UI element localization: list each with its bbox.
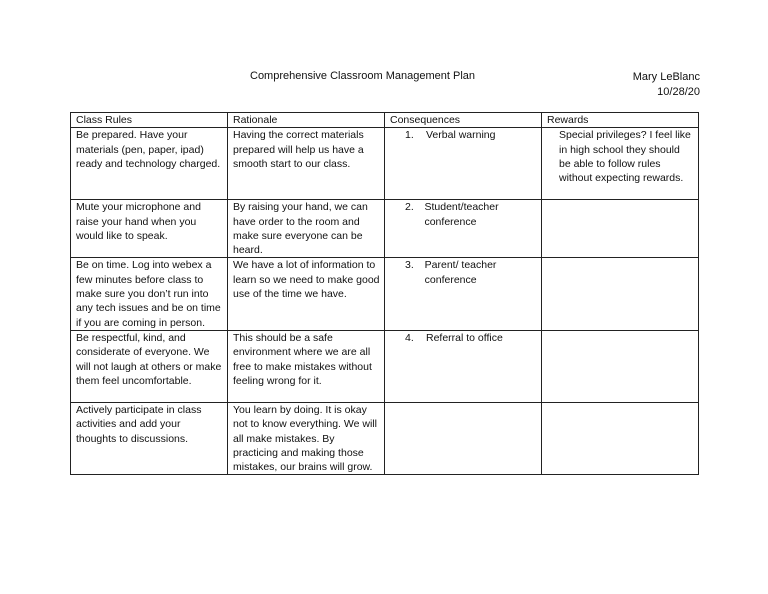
rule-cell: Be prepared. Have your materials (pen, paper, ipad) ready and technology charged.: [71, 128, 228, 200]
header-rewards: Rewards: [542, 113, 699, 128]
reward-cell: [542, 402, 699, 474]
rationale-cell: This should be a safe environment where we are all free to make mistakes without feeling wrong for it.: [228, 330, 385, 402]
consequence-cell: [385, 402, 542, 474]
table-row: [71, 258, 699, 330]
rule-cell: Be respectful, kind, and considerate of everyone. We will not laugh at others or make them feel uncomfortable.: [71, 330, 228, 402]
rule-cell: Be on time. Log into webex a few minutes before class to make sure you don’t run into any tech issues and be on time if you are coming in person.: [71, 258, 228, 330]
author-name: Mary LeBlanc: [632, 71, 700, 83]
document-title: Comprehensive Classroom Management Plan: [250, 70, 475, 82]
table-row: [71, 402, 699, 474]
consequence-cell: [385, 258, 542, 330]
document-date: 10/28/20: [657, 86, 700, 98]
consequence-cell: [385, 128, 542, 200]
rationale-cell: Having the correct materials prepared will help us have a smooth start to our class.: [228, 128, 385, 200]
header-class-rules: Class Rules: [71, 113, 228, 128]
table-header-row: [71, 113, 699, 128]
rationale-cell: You learn by doing. It is okay not to know everything. We will all make mistakes. By practicing and making those mistakes, our brains will grow.: [228, 402, 385, 474]
table-row: [71, 200, 699, 258]
rule-cell: Actively participate in class activities and add your thoughts to discussions.: [71, 402, 228, 474]
rule-cell: Mute your microphone and raise your hand when you would like to speak.: [71, 200, 228, 258]
consequence-number: 1.: [405, 129, 414, 142]
consequence-number: 3.: [405, 259, 414, 272]
consequence-text: Referral to office: [426, 331, 503, 344]
consequence-number: 2.: [405, 201, 414, 214]
reward-cell: Special privileges? I feel like in high school they should be able to follow rules without expecting rewards.: [542, 128, 699, 200]
consequence-cell: [385, 330, 542, 402]
consequence-text: Student/teacher conference: [424, 201, 499, 228]
header-consequences: Consequences: [385, 113, 542, 128]
reward-cell: [542, 258, 699, 330]
header-rationale: Rationale: [228, 113, 385, 128]
consequence-text: Parent/ teacher conference: [424, 259, 497, 286]
author-block: [633, 70, 700, 100]
table-row: [71, 128, 699, 200]
reward-cell: [542, 200, 699, 258]
rationale-cell: We have a lot of information to learn so we need to make good use of the time we have.: [228, 258, 385, 330]
rationale-cell: By raising your hand, we can have order to the room and make sure everyone can be heard.: [228, 200, 385, 258]
table-row: [71, 330, 699, 402]
consequence-number: 4.: [405, 331, 414, 344]
reward-cell: [542, 330, 699, 402]
consequence-cell: [385, 200, 542, 258]
management-plan-table: [70, 112, 699, 475]
consequence-text: Verbal warning: [426, 129, 496, 142]
